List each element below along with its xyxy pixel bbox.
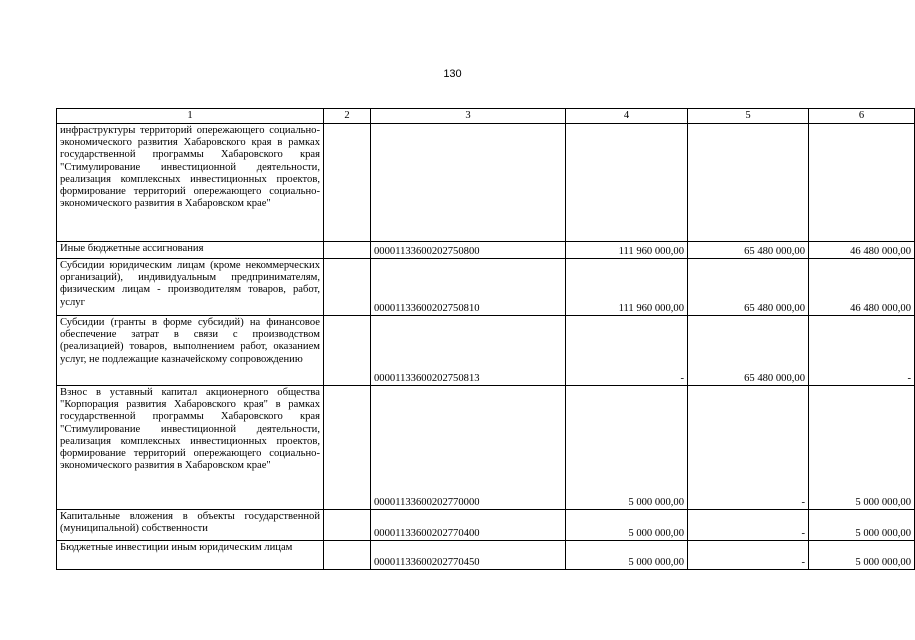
row-col2 bbox=[324, 510, 371, 541]
row-col2 bbox=[324, 386, 371, 510]
row-col2 bbox=[324, 242, 371, 259]
row-col4: 111 960 000,00 bbox=[566, 242, 688, 259]
row-description: инфраструктуры территорий опережающего социально-экономического развития Хабаровского края в рамках государственной программы Хабаровского края "Стимулирование инвестиционной деятельности, реализация комплексных инвестиционных проектов, формирование территорий опережающего социально-экономического развития в Хабаровском крае" bbox=[57, 124, 324, 242]
row-code: 00001133600202750813 bbox=[371, 316, 566, 386]
row-col6: 46 480 000,00 bbox=[809, 242, 915, 259]
column-header-4: 4 bbox=[566, 109, 688, 124]
row-col6: 5 000 000,00 bbox=[809, 541, 915, 570]
row-col5: 65 480 000,00 bbox=[688, 316, 809, 386]
table-row bbox=[57, 541, 915, 570]
row-col6: 5 000 000,00 bbox=[809, 386, 915, 510]
row-col2 bbox=[324, 541, 371, 570]
table-row bbox=[57, 386, 915, 510]
budget-table bbox=[56, 108, 915, 570]
row-col2 bbox=[324, 316, 371, 386]
row-code: 00001133600202770400 bbox=[371, 510, 566, 541]
column-header-6: 6 bbox=[809, 109, 915, 124]
row-description: Субсидии юридическим лицам (кроме некоммерческих организаций), индивидуальным предпринимателям, физическим лицам - производителям товаров, работ, услуг bbox=[57, 259, 324, 316]
table-row bbox=[57, 510, 915, 541]
row-description: Иные бюджетные ассигнования bbox=[57, 242, 324, 259]
table-row bbox=[57, 259, 915, 316]
row-col2 bbox=[324, 124, 371, 242]
row-description: Бюджетные инвестиции иным юридическим лицам bbox=[57, 541, 324, 570]
row-col5: - bbox=[688, 541, 809, 570]
row-code: 00001133600202770450 bbox=[371, 541, 566, 570]
row-col5: - bbox=[688, 386, 809, 510]
row-description: Капитальные вложения в объекты государственной (муниципальной) собственности bbox=[57, 510, 324, 541]
table-row bbox=[57, 242, 915, 259]
table-row bbox=[57, 124, 915, 242]
row-col4: 5 000 000,00 bbox=[566, 386, 688, 510]
column-header-1: 1 bbox=[57, 109, 324, 124]
row-col4: 5 000 000,00 bbox=[566, 510, 688, 541]
row-col6: - bbox=[809, 316, 915, 386]
row-col2 bbox=[324, 259, 371, 316]
row-code: 00001133600202750810 bbox=[371, 259, 566, 316]
row-col4: 111 960 000,00 bbox=[566, 259, 688, 316]
row-col5: - bbox=[688, 510, 809, 541]
column-header-2: 2 bbox=[324, 109, 371, 124]
column-header-3: 3 bbox=[371, 109, 566, 124]
row-description: Субсидии (гранты в форме субсидий) на финансовое обеспечение затрат в связи с производством (реализацией) товаров, выполнением работ, оказанием услуг, не подлежащие казначейскому сопровождению bbox=[57, 316, 324, 386]
header-row bbox=[57, 109, 915, 124]
row-description: Взнос в уставный капитал акционерного общества "Корпорация развития Хабаровского края" в рамках государственной программы Хабаровского края "Стимулирование инвестиционной деятельности, реализация комплексных инвестиционных проектов, формирование территорий опережающего социально-экономического развития в Хабаровском крае" bbox=[57, 386, 324, 510]
row-col6: 5 000 000,00 bbox=[809, 510, 915, 541]
row-col5 bbox=[688, 124, 809, 242]
row-code: 00001133600202750800 bbox=[371, 242, 566, 259]
column-header-5: 5 bbox=[688, 109, 809, 124]
table-row bbox=[57, 316, 915, 386]
row-col6 bbox=[809, 124, 915, 242]
row-col4 bbox=[566, 124, 688, 242]
row-code: 00001133600202770000 bbox=[371, 386, 566, 510]
row-col5: 65 480 000,00 bbox=[688, 242, 809, 259]
row-col4: - bbox=[566, 316, 688, 386]
page-number: 130 bbox=[443, 68, 462, 80]
row-col4: 5 000 000,00 bbox=[566, 541, 688, 570]
row-col5: 65 480 000,00 bbox=[688, 259, 809, 316]
row-code bbox=[371, 124, 566, 242]
row-col6: 46 480 000,00 bbox=[809, 259, 915, 316]
